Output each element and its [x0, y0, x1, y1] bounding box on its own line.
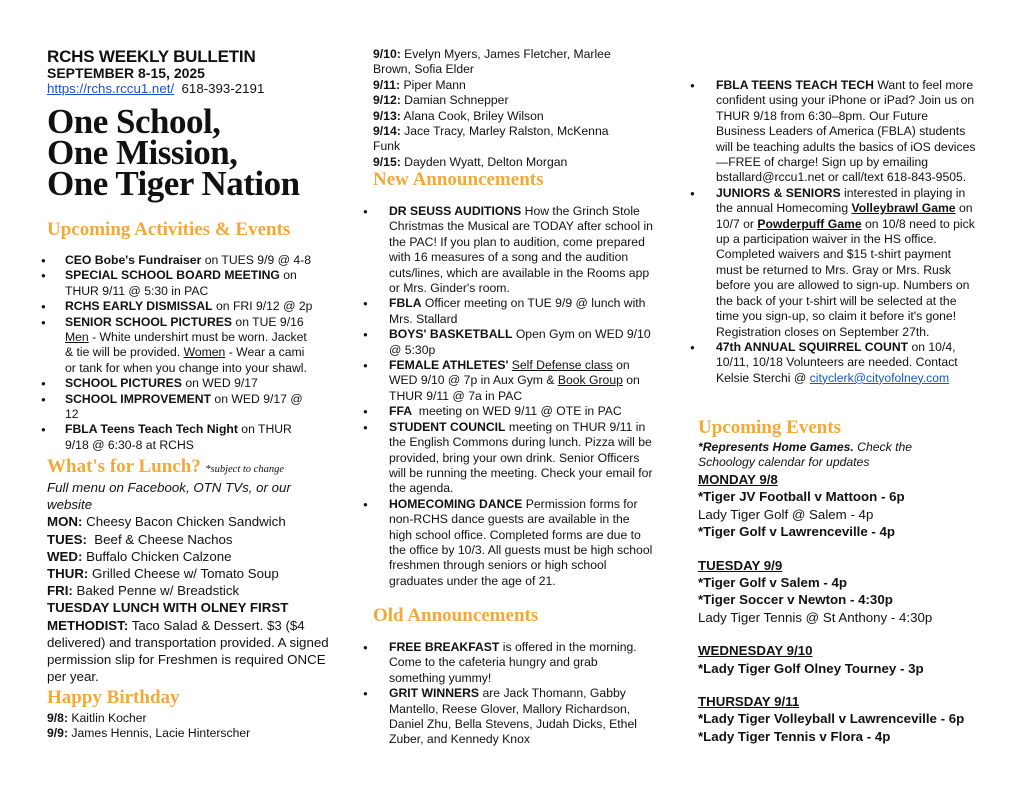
new-announcements-list	[363, 204, 653, 589]
list-item: ● SCHOOL PICTURES on WED 9/17	[47, 376, 317, 391]
list-item: ● BOYS' BASKETBALL Open Gym on WED 9/10 @ 5:30p	[363, 327, 653, 358]
birthday-heading: Happy Birthday	[47, 687, 180, 708]
birthday-entry: 9/11: Piper Mann	[373, 77, 466, 92]
lunch-heading-row	[47, 456, 284, 478]
lunch-day: TUES: Beef & Cheese Nachos	[47, 531, 233, 547]
events-note: *Represents Home Games. Check the Schoology calendar for updates	[698, 440, 913, 470]
event-item: Lady Tiger Golf @ Salem - 4p	[698, 506, 874, 522]
new-announcements-heading: New Announcements	[373, 169, 544, 190]
list-item: ● FFA meeting on WED 9/11 @ OTE in PAC	[363, 404, 653, 419]
activities-heading: Upcoming Activities & Events	[47, 219, 291, 240]
list-item: ● JUNIORS & SENIORS interested in playing in the annual Homecoming Volleybrawl Game on 10/7 or Powderpuff Game on 10/8 need to pick up a participation waiver in the HS office. Completed waivers and $15 t-shirt payment must be returned to Mrs. Gray or Mrs. Rusk before you are allowed to sign-up. Numbers on the back of your t-shirt will be selected at the time you sign-up, so claim it before it's gone! Registration closes on September 27th.	[690, 186, 980, 340]
birthday-entry: 9/8: Kaitlin Kocher	[47, 711, 147, 725]
list-item: ● SCHOOL IMPROVEMENT on WED 9/17 @ 12	[47, 392, 317, 423]
event-day-heading: WEDNESDAY 9/10	[698, 643, 813, 659]
lunch-day: THUR: Grilled Cheese w/ Tomato Soup	[47, 566, 279, 582]
event-day-heading: THURSDAY 9/11	[698, 694, 800, 710]
event-day-heading: MONDAY 9/8	[698, 472, 778, 487]
lunch-day: MON: Cheesy Bacon Chicken Sandwich	[47, 514, 286, 530]
birthday-list-part-2	[373, 47, 635, 170]
birthday-entry: 9/14: Jace Tracy, Marley Ralston, McKenna Funk	[373, 124, 609, 154]
birthday-entry: 9/13: Alana Cook, Briley Wilson	[373, 108, 544, 123]
lunch-day: FRI: Baked Penne w/ Breadstick	[47, 583, 240, 599]
event-day	[698, 642, 998, 677]
event-item: *Tiger Golf v Lawrenceville - 4p	[698, 524, 896, 540]
lunch-menu-note: Full menu on Facebook, OTN TVs, or our website	[47, 480, 291, 513]
list-item: ● RCHS EARLY DISMISSAL on FRI 9/12 @ 2p	[47, 299, 317, 314]
lunch-note: *subject to change	[205, 464, 284, 475]
list-item: ● DR SEUSS AUDITIONS How the Grinch Stole Christmas the Musical are TODAY after school in the PAC! If you plan to audition, come prepared with 16 measures of a song and the audition cuts/lines, which are available in the Rooms app or Mrs. Ginder's room.	[363, 204, 653, 296]
birthday-entry: 9/12: Damian Schnepper	[373, 93, 509, 108]
list-item: ● FBLA Teens Teach Tech Night on THUR 9/18 @ 6:30-8 at RCHS	[47, 422, 317, 453]
event-item: *Tiger Golf v Salem - 4p	[698, 575, 848, 591]
event-item: *Tiger Soccer v Newton - 4:30p	[698, 592, 893, 608]
list-item: ● FBLA Officer meeting on TUE 9/9 @ lunch with Mrs. Stallard	[363, 296, 653, 327]
list-item: ● SENIOR SCHOOL PICTURES on TUE 9/16 Men - White undershirt must be worn. Jacket & tie will be provided. Women - Wear a cami or tank for when you change into your shawl.	[47, 315, 317, 377]
list-item: ● SPECIAL SCHOOL BOARD MEETING on THUR 9/11 @ 5:30 in PAC	[47, 268, 317, 299]
list-item: ● FREE BREAKFAST is offered in the morning. Come to the cafeteria hungry and grab something yummy!	[363, 640, 653, 686]
old-announcements-list-part-2	[690, 78, 980, 386]
list-item: ● 47th ANNUAL SQUIRREL COUNT on 10/4, 10/11, 10/18 Volunteers are needed. Contact Kelsie Sterchi @ cityclerk@cityofolney.com	[690, 340, 980, 386]
birthday-entry: 9/9: James Hennis, Lacie Hinterscher	[47, 726, 251, 741]
event-day	[698, 471, 998, 541]
activities-list	[47, 253, 317, 453]
list-item: ● FBLA TEENS TEACH TECH Want to feel more confident using your iPhone or iPad? Join us on THUR 9/18 from 6:30–8pm. Our Future Business Leaders of America (FBLA) students will be teaching adults the basics of iOS devices—FREE of charge! Sign up by emailing bstallard@rccu1.net or call/text 618-843-9505.	[690, 78, 980, 186]
bulletin-date: SEPTEMBER 8-15, 2025	[47, 65, 205, 81]
events-heading: Upcoming Events	[698, 417, 842, 438]
list-item: ● HOMECOMING DANCE Permission forms for non-RCHS dance guests are available in the high school office. Completed forms are due to the office by 10/3. All guests must be high school freshmen through seniors or high school graduates under the age of 21.	[363, 497, 653, 589]
event-day	[698, 557, 998, 627]
motto-line-3: One Tiger Nation	[47, 164, 300, 203]
birthday-list-part-1	[47, 711, 347, 742]
list-item: ● STUDENT COUNCIL meeting on THUR 9/11 in the English Commons during lunch. Pizza will be provided, bring your own drink. Senior Officers will be running the meeting. Check your email for the agenda.	[363, 420, 653, 497]
motto-line-1: One School,	[47, 102, 221, 141]
list-item: ● CEO Bobe's Fundraiser on TUES 9/9 @ 4-8	[47, 253, 317, 268]
event-item: *Lady Tiger Golf Olney Tourney - 3p	[698, 660, 924, 676]
event-item: *Lady Tiger Tennis v Flora - 4p	[698, 728, 891, 744]
school-website-link[interactable]: https://rchs.rccu1.net/	[47, 81, 175, 96]
tuesday-lunch-note: TUESDAY LUNCH WITH OLNEY FIRST METHODIST: Taco Salad & Dessert. $3 ($4 delivered) and transportation provided. A signed permission slip for Freshmen is required ONCE per year.	[47, 600, 329, 685]
event-item: *Lady Tiger Volleyball v Lawrenceville - 6p	[698, 711, 965, 727]
school-phone: 618-393-2191	[181, 81, 265, 96]
list-item: ● GRIT WINNERS are Jack Thomann, Gabby Mantello, Reese Glover, Mallory Richardson, Daniel Zhu, Bella Stevens, Judah Dicks, Ethel Zuber, and Kennedy Knox	[363, 686, 653, 748]
event-item: Lady Tiger Tennis @ St Anthony - 4:30p	[698, 609, 933, 625]
bulletin-title: RCHS WEEKLY BULLETIN	[47, 47, 256, 66]
event-day	[698, 693, 998, 745]
event-day-heading: TUESDAY 9/9	[698, 557, 783, 573]
birthday-entry: 9/15: Dayden Wyatt, Delton Morgan	[373, 154, 568, 169]
list-item: ● FEMALE ATHLETES' Self Defense class on WED 9/10 @ 7p in Aux Gym & Book Group on THUR 9/11 @ 7a in PAC	[363, 358, 653, 404]
events-list	[698, 471, 998, 745]
old-announcements-list-part-1	[363, 640, 653, 748]
birthday-entry: 9/10: Evelyn Myers, James Fletcher, Marlee Brown, Sofia Elder	[373, 47, 611, 77]
old-announcements-heading: Old Announcements	[373, 605, 539, 626]
motto-line-2: One Mission,	[47, 133, 238, 172]
event-item: *Tiger JV Football v Mattoon - 6p	[698, 489, 905, 505]
contact-line	[47, 80, 264, 97]
motto	[47, 102, 300, 203]
lunch-day: WED: Buffalo Chicken Calzone	[47, 548, 232, 564]
city-clerk-email-link[interactable]: cityclerk@cityofolney.com	[809, 370, 950, 385]
lunch-menu	[47, 479, 332, 685]
lunch-heading: What's for Lunch?	[47, 456, 201, 477]
